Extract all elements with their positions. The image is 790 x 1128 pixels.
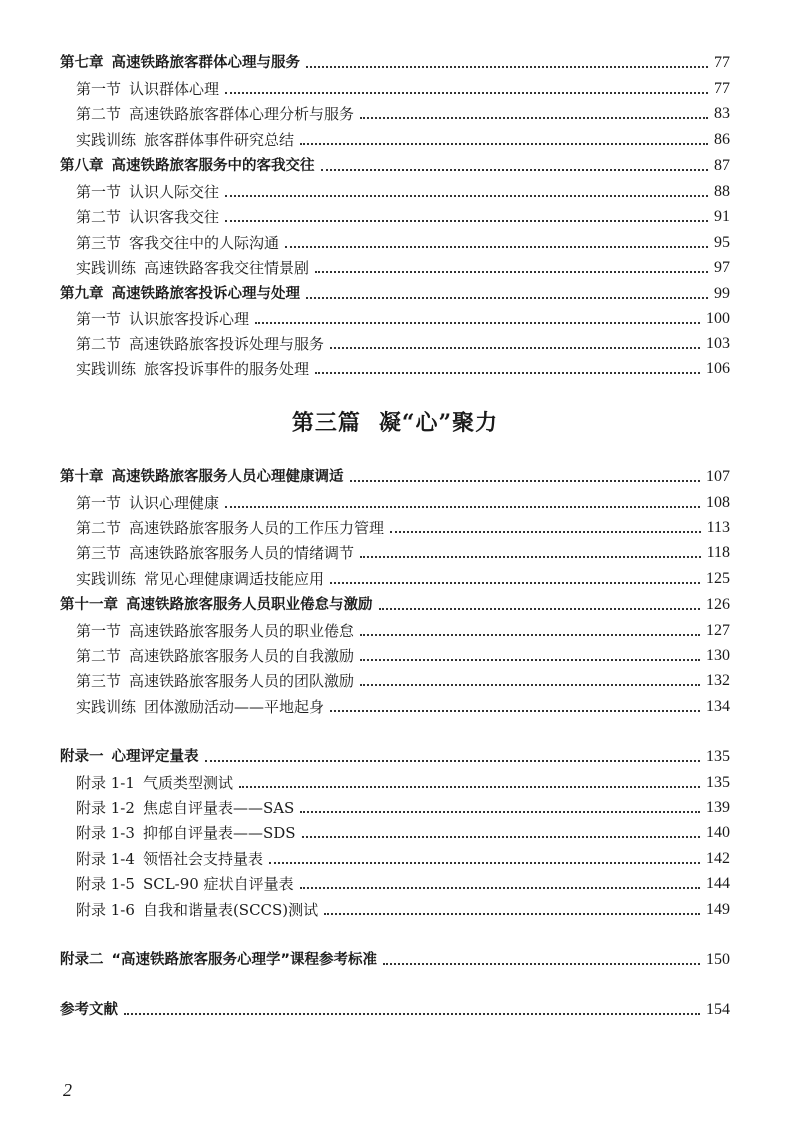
entry-number: 第一节 [76, 622, 122, 640]
entry-number: 附录 1-2 [76, 799, 135, 817]
entry-number: 第三节 [76, 672, 122, 690]
entry-title: 心理评定量表 [111, 749, 199, 765]
toc-entry-practice[interactable] [76, 568, 730, 590]
entry-page: 91 [714, 208, 730, 225]
toc-entry-section[interactable] [76, 206, 730, 228]
toc-entry-section[interactable] [76, 492, 730, 514]
part-name: 凝“心”聚力 [378, 410, 499, 436]
entry-number: 实践训练 [76, 360, 137, 378]
entry-page: 86 [714, 131, 730, 148]
entry-title: 高速铁路旅客服务人员的工作压力管理 [129, 519, 385, 537]
toc-entry-appendix-sub[interactable] [76, 873, 730, 895]
entry-title: 高速铁路旅客服务人员的自我激励 [129, 647, 355, 665]
dot-leader [300, 143, 708, 145]
dot-leader [306, 297, 708, 299]
entry-title: 常见心理健康调适技能应用 [144, 570, 325, 588]
part-title [0, 406, 790, 437]
dot-leader [330, 710, 700, 712]
entry-number: 第二节 [76, 208, 122, 226]
entry-number: 第二节 [76, 519, 122, 537]
toc-entry-section[interactable] [76, 103, 730, 125]
dot-leader [360, 634, 700, 636]
entry-title: 参考文献 [60, 1002, 118, 1018]
entry-page: 83 [714, 105, 730, 122]
entry-title: 抑郁自评量表——SDS [142, 824, 296, 842]
toc-entry-section[interactable] [76, 333, 730, 355]
toc-entry-section[interactable] [76, 542, 730, 564]
entry-page: 125 [706, 570, 730, 587]
entry-page: 118 [706, 544, 730, 561]
entry-page: 87 [714, 157, 730, 174]
part-number: 第三篇 [291, 410, 361, 436]
entry-title: 高速铁路旅客服务人员的情绪调节 [129, 544, 355, 562]
dot-leader [315, 271, 708, 273]
entry-title: 旅客群体事件研究总结 [144, 131, 295, 149]
entry-number: 第十章 [60, 469, 104, 485]
entry-number: 第七章 [60, 55, 104, 71]
entry-page: 135 [706, 748, 730, 765]
entry-number: 第一节 [76, 494, 122, 512]
dot-leader [255, 322, 700, 324]
toc-entry-section[interactable] [76, 517, 730, 539]
entry-page: 144 [706, 875, 730, 892]
entry-title: 认识客我交往 [129, 208, 220, 226]
dot-leader [360, 684, 700, 686]
dot-leader [360, 117, 708, 119]
toc-entry-chapter-11[interactable] [60, 594, 730, 616]
dot-leader [300, 887, 700, 889]
entry-title: 领悟社会支持量表 [142, 850, 263, 868]
entry-page: 132 [706, 672, 730, 689]
toc-entry-section[interactable] [76, 181, 730, 203]
entry-number: 第一节 [76, 310, 122, 328]
entry-number: 附录二 [60, 952, 104, 968]
toc-entry-appendix-2[interactable] [60, 949, 730, 971]
entry-title: 高速铁路旅客群体心理与服务 [111, 55, 300, 71]
entry-page: 77 [714, 80, 730, 97]
toc-entry-practice[interactable] [76, 696, 730, 718]
toc-entry-references[interactable] [60, 999, 730, 1021]
dot-leader [225, 92, 708, 94]
entry-title: 高速铁路旅客服务人员职业倦怠与激励 [126, 597, 373, 613]
entry-title: 高速铁路旅客服务人员的团队激励 [129, 672, 355, 690]
entry-page: 150 [706, 951, 730, 968]
toc-entry-section[interactable] [76, 645, 730, 667]
dot-leader [225, 195, 708, 197]
toc-entry-chapter-8[interactable] [60, 155, 730, 177]
entry-number: 实践训练 [76, 570, 137, 588]
dot-leader [285, 246, 708, 248]
entry-page: 95 [714, 234, 730, 251]
entry-title: 认识心理健康 [129, 494, 220, 512]
entry-title: 高速铁路旅客服务人员的职业倦怠 [129, 622, 355, 640]
entry-title: 客我交往中的人际沟通 [129, 234, 280, 252]
entry-title: 认识人际交往 [129, 183, 220, 201]
entry-title: 高速铁路旅客投诉心理与处理 [111, 286, 300, 302]
entry-number: 附录 1-3 [76, 824, 135, 842]
toc-entry-practice[interactable] [76, 257, 730, 279]
entry-number: 第二节 [76, 335, 122, 353]
toc-entry-appendix-1[interactable] [60, 746, 730, 768]
dot-leader [360, 659, 700, 661]
entry-page: 135 [706, 774, 730, 791]
entry-number: 第十一章 [60, 597, 118, 613]
dot-leader [225, 220, 708, 222]
entry-page: 127 [706, 622, 730, 639]
toc-entry-practice[interactable] [76, 358, 730, 380]
dot-leader [321, 169, 709, 171]
entry-page: 77 [714, 54, 730, 71]
entry-number: 第二节 [76, 647, 122, 665]
entry-page: 140 [706, 824, 730, 841]
toc-entry-appendix-sub[interactable] [76, 822, 730, 844]
entry-title: SCL-90 症状自评量表 [142, 875, 294, 893]
entry-page: 88 [714, 183, 730, 200]
entry-title: “高速铁路旅客服务心理学”课程参考标准 [111, 952, 378, 968]
toc-entry-chapter-10[interactable] [60, 466, 730, 488]
entry-number: 第八章 [60, 158, 104, 174]
entry-title: 高速铁路旅客服务人员心理健康调适 [111, 469, 344, 485]
entry-page: 139 [706, 799, 730, 816]
dot-leader [390, 531, 701, 533]
dot-leader [225, 506, 700, 508]
dot-leader [315, 372, 700, 374]
toc-entry-section[interactable] [76, 670, 730, 692]
entry-title: 认识旅客投诉心理 [129, 310, 250, 328]
dot-leader [330, 347, 700, 349]
entry-number: 附录 1-5 [76, 875, 135, 893]
entry-title: 高速铁路旅客服务中的客我交往 [111, 158, 315, 174]
toc-entry-practice[interactable] [76, 129, 730, 151]
entry-number: 第九章 [60, 286, 104, 302]
dot-leader [324, 913, 700, 915]
dot-leader [383, 963, 700, 965]
entry-number: 第三节 [76, 234, 122, 252]
entry-page: 107 [706, 468, 730, 485]
entry-title: 气质类型测试 [142, 774, 233, 792]
dot-leader [205, 760, 701, 762]
dot-leader [300, 811, 700, 813]
dot-leader [350, 480, 701, 482]
entry-title: 团体激励活动——平地起身 [144, 698, 325, 716]
entry-page: 99 [714, 285, 730, 302]
toc-entry-appendix-sub[interactable] [76, 772, 730, 794]
entry-page: 149 [706, 901, 730, 918]
toc-entry-chapter-7[interactable] [60, 52, 730, 74]
entry-page: 134 [706, 698, 730, 715]
toc-entry-section[interactable] [76, 620, 730, 642]
entry-page: 130 [706, 647, 730, 664]
dot-leader [360, 556, 701, 558]
entry-page: 126 [706, 596, 730, 613]
dot-leader [302, 836, 700, 838]
entry-title: 高速铁路客我交往情景剧 [144, 259, 310, 277]
entry-page: 97 [714, 259, 730, 276]
entry-number: 第二节 [76, 105, 122, 123]
toc-entry-section[interactable] [76, 232, 730, 254]
entry-page: 142 [706, 850, 730, 867]
entry-number: 附录一 [60, 749, 104, 765]
toc-entry-section[interactable] [76, 78, 730, 100]
entry-page: 106 [706, 360, 730, 377]
entry-page: 103 [706, 335, 730, 352]
entry-number: 实践训练 [76, 259, 137, 277]
dot-leader [269, 862, 700, 864]
entry-title: 焦虑自评量表——SAS [142, 799, 295, 817]
dot-leader [124, 1013, 700, 1015]
toc-entry-section[interactable] [76, 308, 730, 330]
dot-leader [306, 66, 708, 68]
entry-number: 实践训练 [76, 131, 137, 149]
dot-leader [239, 786, 700, 788]
toc-entry-chapter-9[interactable] [60, 283, 730, 305]
entry-number: 实践训练 [76, 698, 137, 716]
entry-page: 154 [706, 1001, 730, 1018]
entry-number: 第一节 [76, 183, 122, 201]
entry-number: 第一节 [76, 80, 122, 98]
entry-number: 附录 1-4 [76, 850, 135, 868]
entry-number: 附录 1-6 [76, 901, 135, 919]
entry-page: 108 [706, 494, 730, 511]
dot-leader [330, 582, 700, 584]
entry-title: 高速铁路旅客投诉处理与服务 [129, 335, 325, 353]
entry-title: 旅客投诉事件的服务处理 [144, 360, 310, 378]
page-number: 2 [63, 1080, 72, 1100]
toc-entry-appendix-sub[interactable] [76, 848, 730, 870]
toc-entry-appendix-sub[interactable] [76, 797, 730, 819]
entry-number: 第三节 [76, 544, 122, 562]
dot-leader [379, 608, 701, 610]
entry-title: 认识群体心理 [129, 80, 220, 98]
entry-page: 113 [706, 519, 730, 536]
toc-entry-appendix-sub[interactable] [76, 899, 730, 921]
entry-title: 高速铁路旅客群体心理分析与服务 [129, 105, 355, 123]
entry-page: 100 [706, 310, 730, 327]
entry-title: 自我和谐量表(SCCS)测试 [142, 901, 319, 919]
entry-number: 附录 1-1 [76, 774, 135, 792]
